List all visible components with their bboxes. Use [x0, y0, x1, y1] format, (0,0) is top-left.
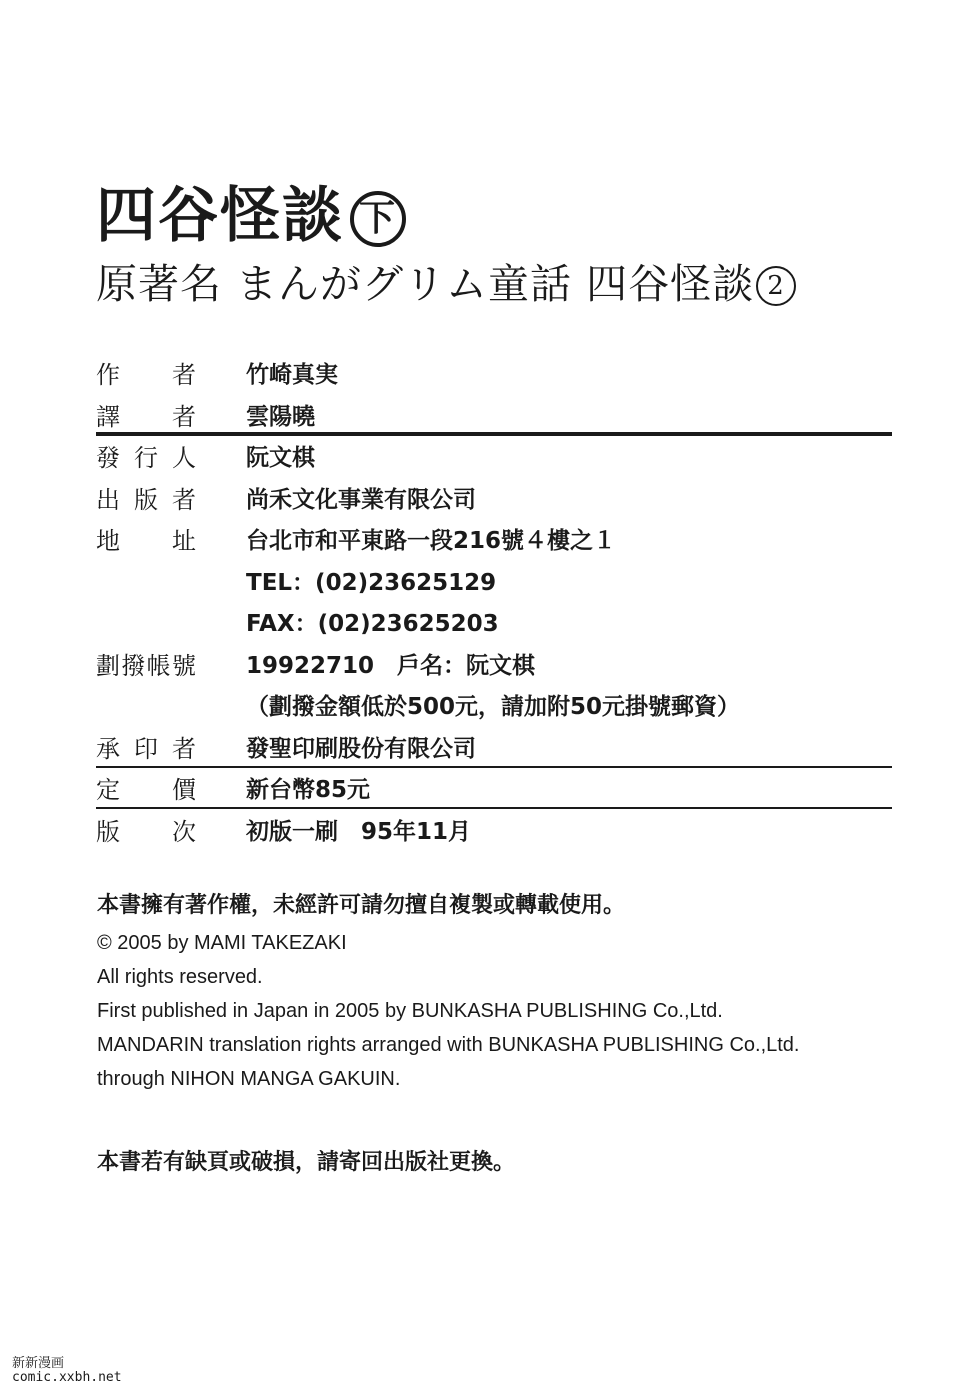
credit-label [96, 480, 196, 520]
credit-label-char: 出 [96, 485, 120, 514]
credit-value: FAX：(02)23625203 [246, 611, 499, 637]
credit-value: 竹崎真実 [246, 362, 338, 388]
watermark-url: comic.xxbh.net [12, 1370, 122, 1385]
credit-value: 雲陽曉 [246, 403, 315, 430]
credit-label-char: 定 [96, 776, 120, 804]
credit-label-char: 承 [96, 734, 120, 763]
original-title [96, 262, 796, 307]
credit-label [96, 812, 196, 852]
credit-label-char: 次 [172, 817, 196, 846]
credit-value: 發聖印刷股份有限公司 [246, 735, 476, 762]
credit-row [96, 563, 892, 605]
copyright-notice: 本書擁有著作權，未經許可請勿擅自複製或轉載使用。 [97, 893, 626, 918]
original-volume-badge: 2 [756, 266, 796, 306]
credit-row [96, 604, 892, 646]
credit-label-char: 印 [134, 734, 158, 763]
english-line: First published in Japan in 2005 by BUNKASHA PUBLISHING Co.,Ltd. [97, 1000, 723, 1022]
credit-value: 初版一刷 95年11月 [246, 818, 472, 845]
credit-label-char: 地 [96, 527, 120, 555]
credit-label-char: 者 [172, 734, 196, 763]
credit-label-char: 者 [172, 485, 196, 514]
watermark-name: 新新漫画 [12, 1356, 65, 1371]
credit-value: 尚禾文化事業有限公司 [246, 486, 476, 513]
credit-label [96, 770, 196, 810]
original-title-text: 原著名 まんがグリム童話 四谷怪談 [96, 260, 755, 308]
credit-label-char: 號 [171, 651, 196, 680]
credit-label [96, 646, 196, 686]
credit-value: TEL：(02)23625129 [246, 569, 497, 596]
credit-row [96, 687, 892, 729]
damage-notice: 本書若有缺頁或破損，請寄回出版社更換。 [97, 1150, 516, 1175]
credit-label-char: 撥 [121, 651, 146, 680]
credit-row [96, 480, 892, 522]
credits-table [96, 355, 892, 853]
credit-row [96, 729, 892, 771]
credit-label-char: 作 [96, 361, 120, 389]
credit-label-char: 版 [96, 817, 120, 846]
credit-label-char: 帳 [146, 651, 171, 680]
credit-label-char: 劃 [96, 651, 120, 680]
credit-row [96, 355, 892, 397]
credit-value: （劃撥金額低於500元，請加附50元掛號郵資） [246, 694, 741, 720]
credit-row [96, 812, 892, 854]
divider-price-bottom [96, 807, 892, 809]
credit-label [96, 438, 196, 478]
credit-label-char: 者 [172, 361, 196, 389]
credit-row [96, 770, 892, 812]
english-line: © 2005 by MAMI TAKEZAKI [97, 932, 347, 954]
credit-label-char: 址 [172, 527, 196, 555]
english-line: All rights reserved. [97, 966, 263, 988]
credit-value: 新台幣85元 [246, 777, 371, 803]
english-line: through NIHON MANGA GAKUIN. [97, 1068, 401, 1090]
credit-row [96, 646, 892, 688]
credit-value: 19922710 戶名：阮文棋 [246, 652, 536, 679]
credit-label [96, 397, 196, 437]
book-title [96, 181, 406, 251]
credit-label-char: 價 [172, 776, 196, 804]
credit-label-char: 行 [134, 444, 158, 472]
credit-label [96, 521, 196, 561]
volume-badge: 下 [350, 191, 406, 247]
credit-label-char: 人 [172, 444, 196, 472]
credit-label-char: 者 [172, 402, 196, 431]
credit-value: 阮文棋 [246, 445, 315, 471]
credit-value: 台北市和平東路一段216號４樓之１ [246, 528, 617, 554]
book-title-text: 四谷怪談 [96, 181, 344, 251]
divider-thick [96, 432, 892, 436]
divider-price-top [96, 766, 892, 768]
credit-label-char: 發 [96, 444, 120, 472]
credit-label [96, 729, 196, 769]
english-line: MANDARIN translation rights arranged with BUNKASHA PUBLISHING Co.,Ltd. [97, 1034, 800, 1056]
credit-label-char: 譯 [96, 402, 120, 431]
credit-row [96, 438, 892, 480]
credit-label [96, 355, 196, 395]
credit-row [96, 521, 892, 563]
credit-label-char: 版 [134, 485, 158, 514]
